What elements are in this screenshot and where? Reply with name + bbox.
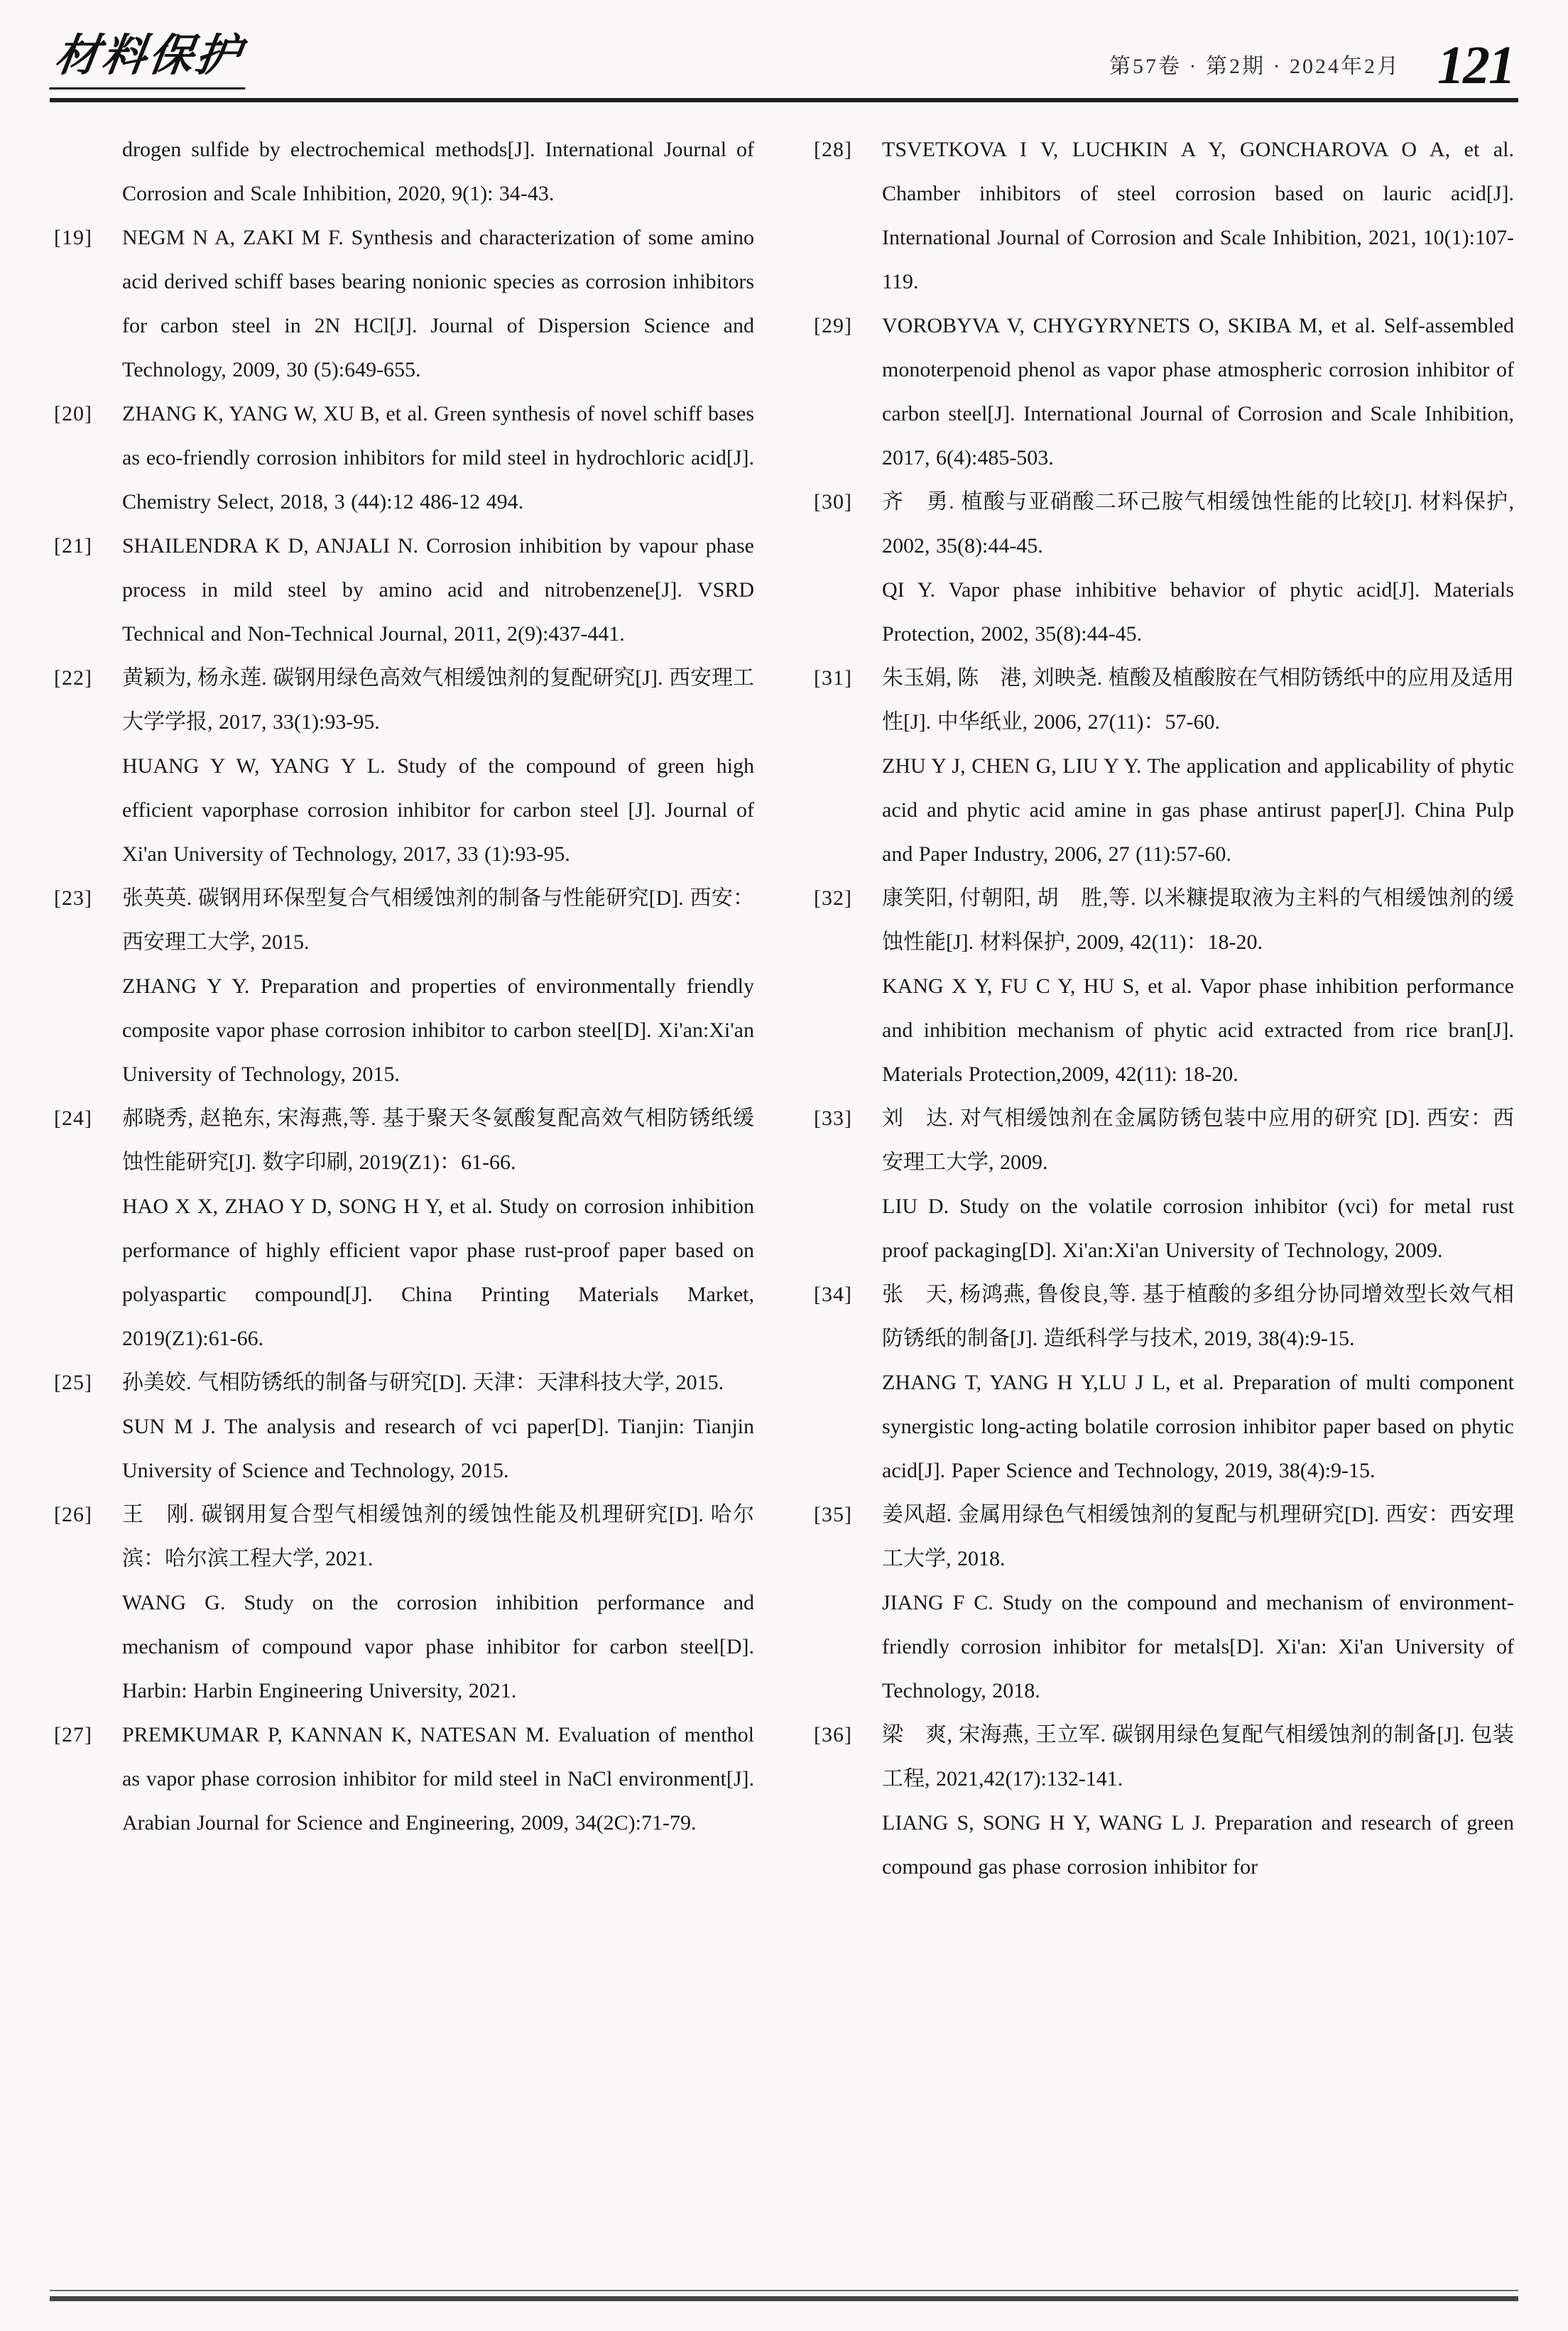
reference-entry (54, 1361, 754, 1493)
reference-text: ZHU Y J, CHEN G, LIU Y Y. The application and applicability of phytic acid and phytic acid amine in gas phase antirust paper[J]. China Pulp and Paper Industry, 2006, 27 (11):57-60. (882, 754, 1514, 866)
reference-entry (814, 128, 1514, 304)
reference-text: VOROBYVA V, CHYGYRYNETS O, SKIBA M, et al. Self-assembled monoterpenoid phenol as vapor phase atmospheric corrosion inhibitor of carbon steel[J]. International Journal of Corrosion and Scale Inhibition, 2017, 6(4):485-503. (882, 314, 1514, 469)
reference-body (122, 524, 754, 656)
reference-text: PREMKUMAR P, KANNAN K, NATESAN M. Evaluation of menthol as vapor phase corrosion inhibitor for mild steel in NaCl environment[J]. Arabian Journal for Science and Engineering, 2009, 34(2C):71-79. (122, 1723, 754, 1835)
reference-body (122, 128, 754, 216)
reference-body (882, 1097, 1514, 1273)
reference-text: 朱玉娟, 陈 港, 刘映尧. 植酸及植酸胺在气相防锈纸中的应用及适用性[J]. 中华纸业, 2006, 27(11)：57-60. (882, 666, 1514, 734)
reference-label: [33] (814, 1107, 852, 1130)
reference-label: [25] (54, 1371, 92, 1394)
reference-body (122, 1097, 754, 1361)
header-right (1109, 35, 1514, 95)
reference-entry (54, 128, 754, 216)
reference-body (882, 480, 1514, 656)
reference-body (882, 304, 1514, 480)
reference-body (882, 656, 1514, 876)
journal-logo: 材料保护 (49, 20, 255, 89)
reference-label: [19] (54, 226, 92, 249)
reference-body (882, 1493, 1514, 1713)
reference-label: [30] (814, 490, 852, 514)
reference-entry (814, 1097, 1514, 1273)
reference-text: ZHANG T, YANG H Y,LU J L, et al. Preparation of multi component synergistic long-acting bolatile corrosion inhibitor paper based on phytic acid[J]. Paper Science and Technology, 2019, 38(4):9-15. (882, 1371, 1514, 1482)
reference-label: [32] (814, 886, 852, 910)
reference-text: 郝晓秀, 赵艳东, 宋海燕,等. 基于聚天冬氨酸复配高效气相防锈纸缓蚀性能研究[J]. 数字印刷, 2019(Z1)：61-66. (122, 1107, 754, 1174)
reference-text: ZHANG K, YANG W, XU B, et al. Green synthesis of novel schiff bases as eco-friendly corrosion inhibitors for mild steel in hydrochloric acid[J]. Chemistry Select, 2018, 3 (44):12 486-12 494. (122, 402, 754, 514)
reference-text: LIANG S, SONG H Y, WANG L J. Preparation and research of green compound gas phase corrosion inhibitor for (882, 1811, 1514, 1879)
reference-text: WANG G. Study on the corrosion inhibition performance and mechanism of compound vapor phase inhibitor for carbon steel[D]. Harbin: Harbin Engineering University, 2021. (122, 1591, 754, 1702)
reference-entry (54, 524, 754, 656)
reference-text: 张 天, 杨鸿燕, 鲁俊良,等. 基于植酸的多组分协同增效型长效气相防锈纸的制备[J]. 造纸科学与技术, 2019, 38(4):9-15. (882, 1283, 1514, 1350)
reference-label: [29] (814, 314, 852, 337)
reference-text: NEGM N A, ZAKI M F. Synthesis and characterization of some amino acid derived schiff bases bearing nonionic species as corrosion inhibitors for carbon steel in 2N HCl[J]. Journal of Dispersion Science and Technology, 2009, 30 (5):649-655. (122, 226, 754, 381)
reference-entry (814, 876, 1514, 1097)
reference-entry (54, 1097, 754, 1361)
reference-entry (54, 656, 754, 876)
reference-text: 康笑阳, 付朝阳, 胡 胜,等. 以米糠提取液为主料的气相缓蚀剂的缓蚀性能[J]. 材料保护, 2009, 42(11)：18-20. (882, 886, 1514, 954)
reference-entry (814, 656, 1514, 876)
reference-entry (814, 1493, 1514, 1713)
reference-text: 孙美姣. 气相防锈纸的制备与研究[D]. 天津：天津科技大学, 2015. (122, 1371, 724, 1394)
reference-body (882, 876, 1514, 1097)
reference-entry (54, 1493, 754, 1713)
reference-text: HAO X X, ZHAO Y D, SONG H Y, et al. Study on corrosion inhibition performance of highly efficient vapor phase rust-proof paper based on polyaspartic compound[J]. China Printing Materials Market, 2019(Z1):61-66. (122, 1195, 754, 1350)
reference-text: QI Y. Vapor phase inhibitive behavior of phytic acid[J]. Materials Protection, 2002, 35(8):44-45. (882, 578, 1514, 646)
reference-text: HUANG Y W, YANG Y L. Study of the compound of green high efficient vaporphase corrosion inhibitor for carbon steel [J]. Journal of Xi'an University of Technology, 2017, 33 (1):93-95. (122, 754, 754, 866)
references-column-left (54, 128, 754, 1889)
issue-info: 第57卷 · 第2期 · 2024年2月 (1109, 55, 1400, 78)
reference-entry (54, 876, 754, 1097)
reference-text: JIANG F C. Study on the compound and mechanism of environment-friendly corrosion inhibitor for metals[D]. Xi'an: Xi'an University of Technology, 2018. (882, 1591, 1514, 1702)
reference-text: 黄颖为, 杨永莲. 碳钢用绿色高效气相缓蚀剂的复配研究[J]. 西安理工大学学报, 2017, 33(1):93-95. (122, 666, 754, 734)
reference-entry (814, 1713, 1514, 1889)
reference-label: [21] (54, 534, 92, 558)
page-header (50, 18, 1518, 95)
reference-body (882, 1713, 1514, 1889)
reference-text: 梁 爽, 宋海燕, 王立军. 碳钢用绿色复配气相缓蚀剂的制备[J]. 包装工程, 2021,42(17):132-141. (882, 1723, 1514, 1791)
reference-body (122, 1361, 754, 1493)
references-column-right (814, 128, 1514, 1889)
reference-entry (54, 216, 754, 392)
reference-body (122, 216, 754, 392)
reference-label: [28] (814, 138, 852, 161)
reference-text: 齐 勇. 植酸与亚硝酸二环己胺气相缓蚀性能的比较[J]. 材料保护, 2002, 35(8):44-45. (882, 490, 1514, 558)
reference-body (882, 1273, 1514, 1493)
reference-entry (814, 480, 1514, 656)
page-number: 121 (1437, 35, 1514, 95)
reference-label: [24] (54, 1107, 92, 1130)
footer-rule (50, 2296, 1518, 2301)
reference-label: [27] (54, 1723, 92, 1746)
reference-entry (814, 304, 1514, 480)
reference-text: 姜风超. 金属用绿色气相缓蚀剂的复配与机理研究[D]. 西安：西安理工大学, 2018. (882, 1503, 1514, 1570)
reference-label: [22] (54, 666, 92, 690)
reference-body (122, 1713, 754, 1845)
reference-text: SUN M J. The analysis and research of vci paper[D]. Tianjin: Tianjin University of Science and Technology, 2015. (122, 1415, 754, 1482)
reference-text: SHAILENDRA K D, ANJALI N. Corrosion inhibition by vapour phase process in mild steel by amino acid and nitrobenzene[J]. VSRD Technical and Non-Technical Journal, 2011, 2(9):437-441. (122, 534, 754, 646)
reference-body (122, 876, 754, 1097)
reference-body (122, 1493, 754, 1713)
references-content (50, 102, 1518, 1889)
reference-label: [26] (54, 1503, 92, 1526)
reference-label: [35] (814, 1503, 852, 1526)
reference-body (882, 128, 1514, 304)
reference-text: drogen sulfide by electrochemical methods[J]. International Journal of Corrosion and Scale Inhibition, 2020, 9(1): 34-43. (122, 138, 754, 205)
reference-label: [34] (814, 1283, 852, 1306)
reference-label: [23] (54, 886, 92, 910)
reference-body (122, 392, 754, 524)
reference-text: 张英英. 碳钢用环保型复合气相缓蚀剂的制备与性能研究[D]. 西安：西安理工大学, 2015. (122, 886, 754, 954)
reference-label: [36] (814, 1723, 852, 1746)
reference-entry (54, 392, 754, 524)
reference-text: LIU D. Study on the volatile corrosion inhibitor (vci) for metal rust proof packaging[D]. Xi'an:Xi'an University of Technology, 2009. (882, 1195, 1514, 1262)
footer-rule-thin (50, 2290, 1518, 2291)
reference-text: 王 刚. 碳钢用复合型气相缓蚀剂的缓蚀性能及机理研究[D]. 哈尔滨：哈尔滨工程大学, 2021. (122, 1503, 754, 1570)
reference-text: KANG X Y, FU C Y, HU S, et al. Vapor phase inhibition performance and inhibition mechanism of phytic acid extracted from rice bran[J]. Materials Protection,2009, 42(11): 18-20. (882, 974, 1514, 1086)
reference-entry (54, 1713, 754, 1845)
reference-label: [31] (814, 666, 852, 690)
reference-body (122, 656, 754, 876)
reference-entry (814, 1273, 1514, 1493)
reference-label: [20] (54, 402, 92, 425)
reference-text: 刘 达. 对气相缓蚀剂在金属防锈包装中应用的研究 [D]. 西安：西安理工大学, 2009. (882, 1107, 1514, 1174)
reference-text: ZHANG Y Y. Preparation and properties of environmentally friendly composite vapor phase corrosion inhibitor to carbon steel[D]. Xi'an:Xi'an University of Technology, 2015. (122, 974, 754, 1086)
reference-text: TSVETKOVA I V, LUCHKIN A Y, GONCHAROVA O A, et al. Chamber inhibitors of steel corrosion based on lauric acid[J]. International Journal of Corrosion and Scale Inhibition, 2021, 10(1):107-119. (882, 138, 1514, 293)
